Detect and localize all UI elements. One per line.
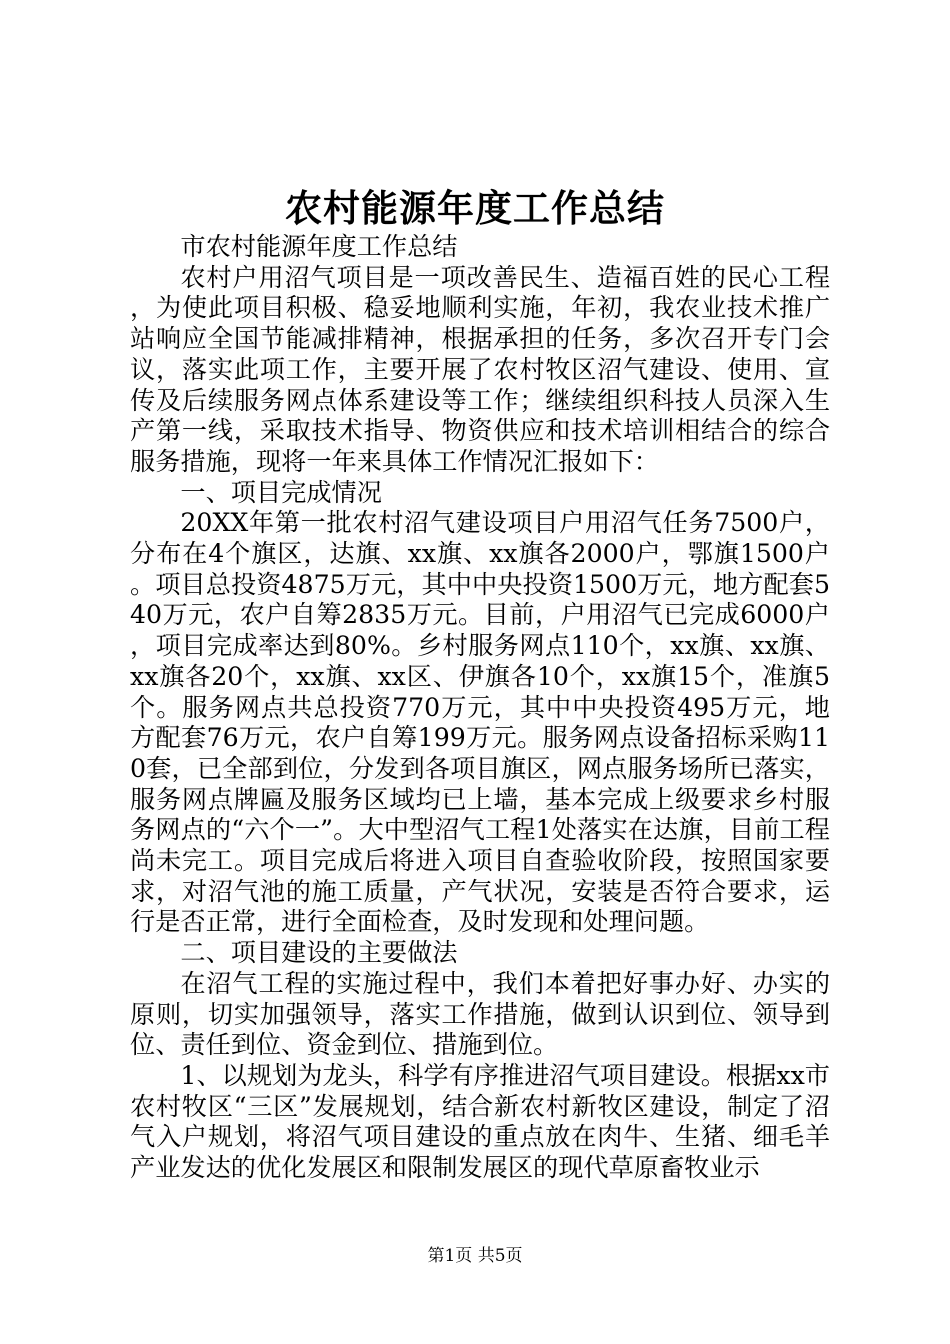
document-body [130,232,830,1184]
page-footer: 第1页 共5页 [427,1246,523,1266]
approach-paragraph: 在沼气工程的实施过程中，我们本着把好事办好、办实的原则，切实加强领导，落实工作措施，做到认识到位、领导到位、责任到位、资金到位、措施到位。 [130,968,830,1060]
intro-paragraph: 农村户用沼气项目是一项改善民生、造福百姓的民心工程，为使此项目积极、稳妥地顺利实施，年初，我农业技术推广站响应全国节能减排精神，根据承担的任务，多次召开专门会议，落实此项工作，主要开展了农村牧区沼气建设、使用、宣传及后续服务网点体系建设等工作；继续组织科技人员深入生产第一线，采取技术指导、物资供应和技术培训相结合的综合服务措施，现将一年来具体工作情况汇报如下： [130,262,830,476]
section-heading-1: 一、项目完成情况 [180,477,382,507]
planning-paragraph: 1、以规划为龙头，科学有序推进沼气项目建设。根据xx市农村牧区“三区”发展规划，结合新农村新牧区建设，制定了沼气入户规划，将沼气项目建设的重点放在肉牛、生猪、细毛羊产业发达的优化发展区和限制发展区的现代草原畜牧业示 [130,1060,830,1183]
subtitle-paragraph: 市农村能源年度工作总结 [180,232,458,261]
section-heading-2: 二、项目建设的主要做法 [180,938,458,968]
document-title: 农村能源年度工作总结 [285,186,665,230]
completion-paragraph: 20XX年第一批农村沼气建设项目户用沼气任务7500户，分布在4个旗区，达旗、xx旗、xx旗各2000户，鄂旗1500户。项目总投资4875万元，其中中央投资1500万元，地方配套540万元，农户自筹2835万元。目前，户用沼气已完成6000户，项目完成率达到80%。乡村服务网点110个，xx旗、xx旗、xx旗各20个，xx旗、xx区、伊旗各10个，xx旗15个，准旗5个。服务网点共总投资770万元，其中中央投资495万元，地方配套76万元，农户自筹199万元。服务网点设备招标采购110套，已全部到位，分发到各项目旗区，网点服务场所已落实，服务网点牌匾及服务区域均已上墙，基本完成上级要求乡村服务网点的“六个一”。大中型沼气工程1处落实在达旗，目前工程尚未完工。项目完成后将进入项目自查验收阶段，按照国家要求，对沼气池的施工质量，产气状况，安装是否符合要求，运行是否正常，进行全面检查，及时发现和处理问题。 [130,508,830,937]
